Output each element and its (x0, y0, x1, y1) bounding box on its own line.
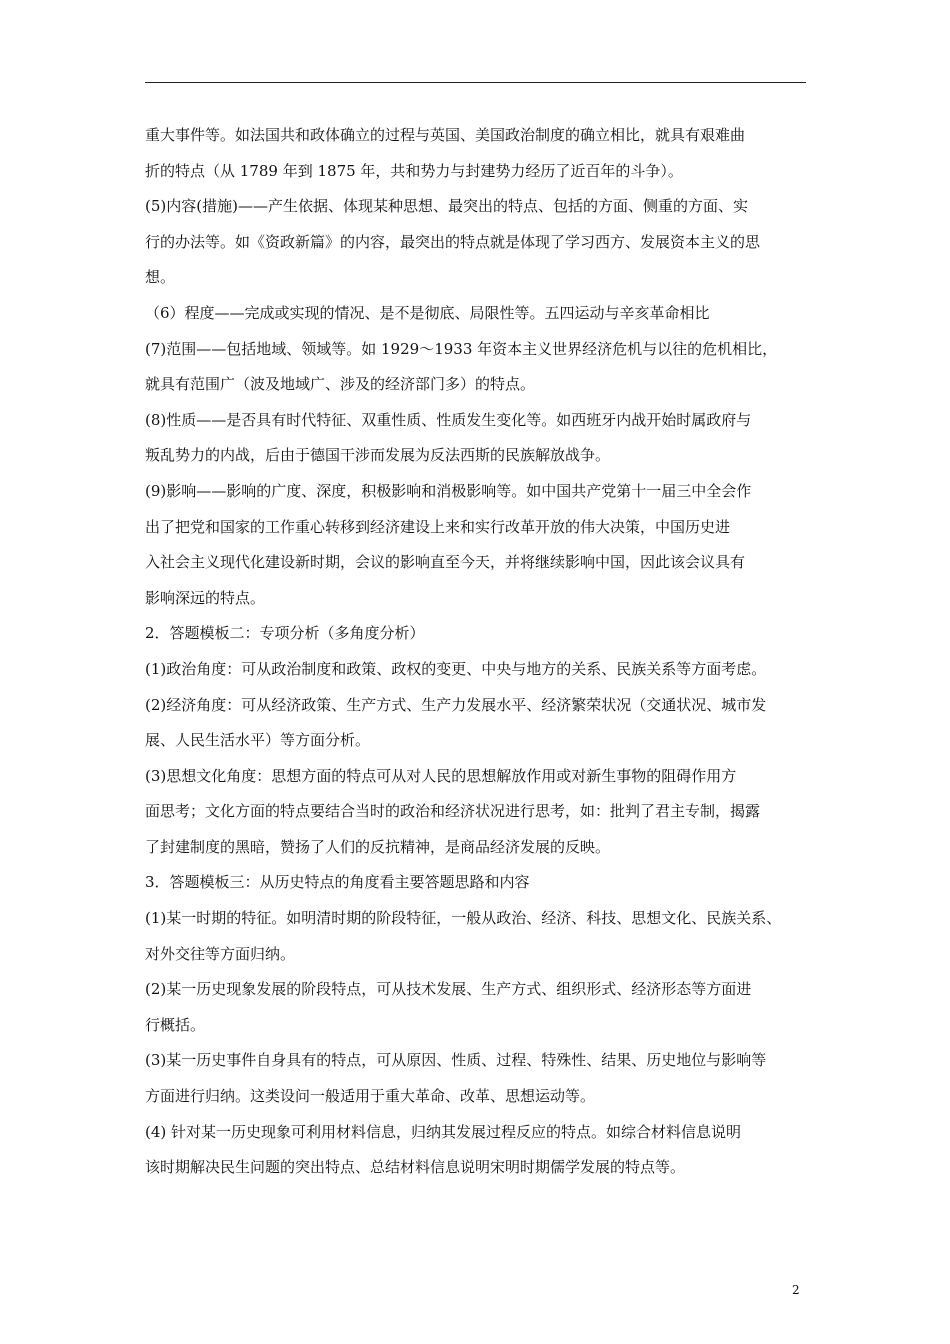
document-body (145, 118, 810, 1186)
text-line: (1)某一时期的特征。如明清时期的阶段特征，一般从政治、经济、科技、思想文化、民族关系、 (145, 909, 782, 928)
text-line: 出了把党和国家的工作重心转移到经济建设上来和实行改革开放的伟大决策，中国历史进 (145, 517, 731, 536)
text-line: 方面进行归纳。这类设问一般适用于重大革命、改革、思想运动等。 (145, 1087, 596, 1106)
text-line: 想。 (145, 268, 176, 287)
text-line: (9)影响——影响的广度、深度，积极影响和消极影响等。如中国共产党第十一届三中全会作 (145, 481, 752, 500)
text-line: 就具有范围广（波及地域广、涉及的经济部门多）的特点。 (145, 375, 536, 394)
page-number: 2 (792, 1283, 800, 1297)
text-line: 折的特点（从 1789 年到 1875 年，共和势力与封建势力经历了近百年的斗争）。 (145, 161, 683, 180)
text-line: 对外交往等方面归纳。 (145, 944, 296, 963)
text-line: (4) 针对某一历史现象可利用材料信息，归纳其发展过程反应的特点。如综合材料信息说明 (145, 1122, 742, 1141)
text-line: 行概括。 (145, 1015, 206, 1034)
header-rule (145, 82, 806, 83)
text-line: (7)范围——包括地域、领域等。如 1929～1933 年资本主义世界经济危机与以往的危机相比， (145, 339, 778, 358)
text-line: 影响深远的特点。 (145, 588, 266, 607)
text-line: 展、人民生活水平）等方面分析。 (145, 731, 371, 750)
text-line: 入社会主义现代化建设新时期，会议的影响直至今天，并将继续影响中国，因此该会议具有 (145, 553, 746, 572)
text-line: (3)某一历史事件自身具有的特点，可从原因、性质、过程、特殊性、结果、历史地位与影响等 (145, 1051, 767, 1070)
text-line: （6）程度——完成或实现的情况、是不是彻底、局限性等。五四运动与辛亥革命相比 (145, 303, 710, 322)
section-heading: 2．答题模板二：专项分析（多角度分析） (145, 624, 425, 643)
text-line: 该时期解决民生问题的突出特点、总结材料信息说明宋明时期儒学发展的特点等。 (145, 1158, 686, 1177)
text-line: 面思考；文化方面的特点要结合当时的政治和经济状况进行思考，如：批判了君主专制，揭露 (145, 802, 761, 821)
text-line: (2)经济角度：可从经济政策、生产方式、生产力发展水平、经济繁荣状况（交通状况、城市发 (145, 695, 767, 714)
text-line: (1)政治角度：可从政治制度和政策、政权的变更、中央与地方的关系、民族关系等方面考虑。 (145, 659, 767, 678)
text-line: (3)思想文化角度：思想方面的特点可从对人民的思想解放作用或对新生事物的阻碍作用方 (145, 766, 737, 785)
text-line: (5)内容(措施)——产生依据、体现某种思想、最突出的特点、包括的方面、侧重的方面、实 (145, 197, 748, 216)
text-line: 重大事件等。如法国共和政体确立的过程与英国、美国政治制度的确立相比，就具有艰难曲 (145, 126, 746, 144)
text-line: 了封建制度的黑暗，赞扬了人们的反抗精神，是商品经济发展的反映。 (145, 837, 611, 856)
section-heading: 3．答题模板三：从历史特点的角度看主要答题思路和内容 (145, 873, 530, 892)
text-line: 行的办法等。如《资政新篇》的内容，最突出的特点就是体现了学习西方、发展资本主义的思 (145, 232, 761, 251)
text-line: 叛乱势力的内战，后由于德国干涉而发展为反法西斯的民族解放战争。 (145, 446, 611, 465)
text-line: (8)性质——是否具有时代特征、双重性质、性质发生变化等。如西班牙内战开始时属政府与 (145, 410, 752, 429)
text-line: (2)某一历史现象发展的阶段特点，可从技术发展、生产方式、组织形式、经济形态等方面进 (145, 980, 752, 999)
